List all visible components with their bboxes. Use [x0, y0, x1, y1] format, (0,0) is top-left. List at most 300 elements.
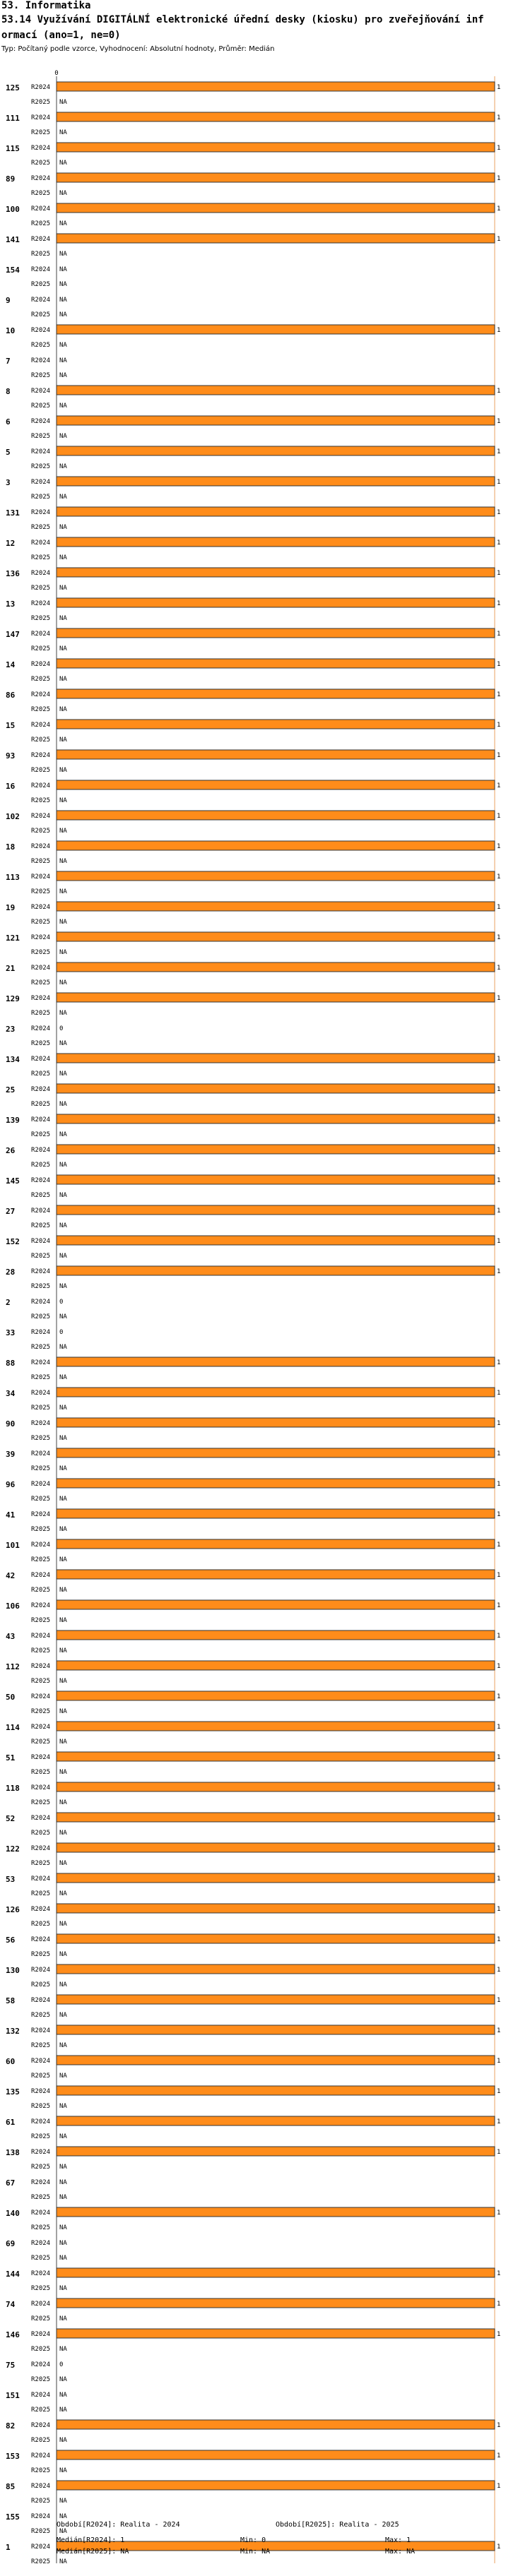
data-label: 1	[497, 2422, 501, 2429]
data-label: NA	[59, 2407, 67, 2414]
data-label: NA	[59, 281, 67, 288]
data-label: NA	[59, 1830, 67, 1837]
bar	[57, 1145, 495, 1154]
category-label: 134	[6, 1055, 20, 1064]
data-label: NA	[59, 99, 67, 106]
data-label: NA	[59, 1253, 67, 1260]
bar	[57, 2420, 495, 2429]
series-label: R2024	[31, 357, 51, 364]
data-label: NA	[59, 828, 67, 835]
data-label: 1	[497, 1450, 501, 1457]
data-label: 0	[59, 2361, 64, 2368]
category-label: 16	[6, 782, 16, 791]
series-label: R2025	[31, 2558, 51, 2565]
category-label: 52	[6, 1814, 16, 1823]
series-label: R2025	[31, 2467, 51, 2474]
bar	[57, 1205, 495, 1215]
bar	[57, 2147, 495, 2156]
data-label: NA	[59, 1647, 67, 1654]
series-label: R2024	[31, 2118, 51, 2125]
data-label: 1	[497, 1086, 501, 1093]
footer-min-r2025: Min: NA	[240, 2548, 271, 2556]
bar	[57, 720, 495, 729]
footer-median-r2024: Medián[R2024]: 1	[57, 2536, 125, 2544]
bar	[57, 1873, 495, 1883]
series-label: R2025	[31, 2528, 51, 2535]
series-label: R2024	[31, 873, 51, 881]
category-label: 60	[6, 2057, 16, 2066]
series-label: R2024	[31, 722, 51, 729]
data-label: NA	[59, 737, 67, 744]
category-label: 85	[6, 2482, 16, 2491]
series-label: R2025	[31, 1374, 51, 1381]
category-label: 18	[6, 842, 16, 852]
series-label: R2024	[31, 1208, 51, 1215]
series-label: R2024	[31, 1572, 51, 1579]
category-label: 100	[6, 205, 20, 214]
series-label: R2024	[31, 1967, 51, 1974]
bar	[57, 1175, 495, 1184]
category-label: 129	[6, 994, 20, 1003]
data-label: NA	[59, 1769, 67, 1776]
category-label: 101	[6, 1541, 20, 1550]
series-label: R2024	[31, 297, 51, 304]
data-label: NA	[59, 1405, 67, 1412]
series-label: R2024	[31, 570, 51, 577]
series-label: R2024	[31, 2210, 51, 2217]
data-label: NA	[59, 1162, 67, 1169]
bar	[57, 1570, 495, 1579]
data-label: NA	[59, 858, 67, 865]
data-label: NA	[59, 1101, 67, 1108]
data-label: 1	[497, 236, 501, 243]
data-label: 1	[497, 570, 501, 577]
series-label: R2025	[31, 1344, 51, 1351]
series-label: R2024	[31, 2027, 51, 2034]
bar	[57, 1509, 495, 1518]
category-label: 41	[6, 1510, 16, 1520]
category-label: 58	[6, 1996, 16, 2005]
series-label: R2025	[31, 129, 51, 136]
bar	[57, 1448, 495, 1457]
bar	[57, 2116, 495, 2125]
data-label: 1	[497, 2452, 501, 2459]
series-label: R2024	[31, 1724, 51, 1731]
axis-zero-label: 0	[54, 70, 59, 77]
data-label: NA	[59, 1222, 67, 1229]
series-label: R2025	[31, 1678, 51, 1685]
category-label: 89	[6, 174, 16, 184]
category-label: 114	[6, 1723, 20, 1732]
series-label: R2025	[31, 1253, 51, 1260]
data-label: 1	[497, 448, 501, 455]
data-label: NA	[59, 1890, 67, 1897]
data-label: 1	[497, 388, 501, 395]
data-label: NA	[59, 797, 67, 804]
footer-period-r2025: Období[R2025]: Realita - 2025	[276, 2521, 399, 2529]
series-label: R2025	[31, 919, 51, 926]
category-label: 126	[6, 1905, 20, 1914]
category-label: 102	[6, 812, 20, 821]
series-label: R2024	[31, 1602, 51, 1609]
series-label: R2024	[31, 934, 51, 941]
data-label: 1	[497, 2544, 501, 2551]
category-label: 145	[6, 1176, 20, 1186]
category-label: 125	[6, 83, 20, 93]
series-label: R2025	[31, 1860, 51, 1867]
data-label: 1	[497, 752, 501, 759]
series-label: R2025	[31, 858, 51, 865]
data-label: NA	[59, 2315, 67, 2322]
bar	[57, 2329, 495, 2338]
data-label: NA	[59, 706, 67, 713]
bar	[57, 1479, 495, 1488]
data-label: 1	[497, 1997, 501, 2004]
data-label: NA	[59, 585, 67, 592]
data-label: 1	[497, 205, 501, 213]
series-label: R2024	[31, 1299, 51, 1306]
series-label: R2025	[31, 1739, 51, 1746]
data-label: NA	[59, 311, 67, 318]
series-label: R2025	[31, 645, 51, 652]
series-label: R2024	[31, 1876, 51, 1883]
series-label: R2024	[31, 84, 51, 91]
data-label: 1	[497, 2270, 501, 2277]
data-label: NA	[59, 1860, 67, 1867]
data-label: 1	[497, 1602, 501, 1609]
data-label: 1	[497, 2210, 501, 2217]
series-label: R2025	[31, 888, 51, 895]
data-label: NA	[59, 1040, 67, 1047]
data-label: NA	[59, 1496, 67, 1503]
data-label: NA	[59, 1344, 67, 1351]
series-label: R2025	[31, 2224, 51, 2231]
data-label: 1	[497, 2483, 501, 2490]
category-label: 5	[6, 448, 11, 457]
category-label: 118	[6, 1784, 20, 1793]
series-label: R2025	[31, 676, 51, 683]
data-label: NA	[59, 342, 67, 349]
bar	[57, 173, 495, 182]
series-label: R2025	[31, 2255, 51, 2262]
category-label: 88	[6, 1359, 16, 1368]
series-label: R2025	[31, 1830, 51, 1837]
bar	[57, 1114, 495, 1123]
data-label: 1	[497, 1845, 501, 1852]
data-label: NA	[59, 2240, 67, 2247]
series-label: R2024	[31, 236, 51, 243]
series-label: R2025	[31, 402, 51, 410]
series-label: R2024	[31, 418, 51, 425]
bar	[57, 1357, 495, 1366]
data-label: NA	[59, 1587, 67, 1594]
series-label: R2024	[31, 2088, 51, 2095]
bar	[57, 932, 495, 941]
series-label: R2024	[31, 1116, 51, 1123]
series-label: R2024	[31, 2544, 51, 2551]
chart-title-line3: ormací (ano=1, ne=0)	[1, 30, 121, 41]
series-label: R2025	[31, 737, 51, 744]
category-label: 19	[6, 903, 16, 912]
data-label: 0	[59, 1329, 64, 1336]
category-label: 111	[6, 114, 20, 123]
category-label: 26	[6, 1146, 16, 1155]
data-label: NA	[59, 2103, 67, 2110]
series-label: R2025	[31, 220, 51, 227]
series-label: R2025	[31, 2407, 51, 2414]
category-label: 86	[6, 691, 16, 700]
footer-max-r2024: Max: 1	[385, 2536, 411, 2544]
category-label: 50	[6, 1693, 16, 1702]
series-label: R2025	[31, 1708, 51, 1715]
data-label: 0	[59, 1299, 64, 1306]
series-label: R2025	[31, 767, 51, 774]
data-label: 1	[497, 782, 501, 789]
bar	[57, 598, 495, 607]
category-label: 147	[6, 630, 20, 639]
series-label: R2024	[31, 1997, 51, 2004]
category-label: 113	[6, 873, 20, 882]
data-label: NA	[59, 1071, 67, 1078]
series-label: R2025	[31, 797, 51, 804]
series-label: R2025	[31, 1405, 51, 1412]
series-label: R2025	[31, 1769, 51, 1776]
category-label: 6	[6, 417, 11, 427]
series-label: R2024	[31, 965, 51, 972]
category-label: 115	[6, 144, 20, 153]
series-label: R2024	[31, 600, 51, 607]
bar	[57, 811, 495, 820]
series-label: R2024	[31, 205, 51, 213]
category-label: 130	[6, 1966, 20, 1975]
series-label: R2024	[31, 1147, 51, 1154]
data-label: 1	[497, 418, 501, 425]
bar	[57, 1388, 495, 1397]
data-label: NA	[59, 949, 67, 956]
series-label: R2024	[31, 1542, 51, 1549]
series-label: R2025	[31, 1040, 51, 1047]
category-label: 141	[6, 235, 20, 244]
category-label: 13	[6, 600, 16, 609]
series-label: R2024	[31, 813, 51, 820]
series-label: R2024	[31, 1936, 51, 1943]
series-label: R2024	[31, 2179, 51, 2186]
data-label: NA	[59, 2285, 67, 2292]
footer-max-r2025: Max: NA	[385, 2548, 416, 2556]
series-label: R2025	[31, 949, 51, 956]
series-label: R2025	[31, 2103, 51, 2110]
data-label: NA	[59, 554, 67, 561]
series-label: R2024	[31, 1177, 51, 1184]
data-label: 1	[497, 509, 501, 516]
bar	[57, 143, 495, 152]
bar	[57, 477, 495, 486]
bar	[57, 1934, 495, 1943]
category-label: 61	[6, 2118, 16, 2127]
data-label: NA	[59, 463, 67, 470]
series-label: R2024	[31, 782, 51, 789]
data-label: NA	[59, 372, 67, 379]
series-label: R2025	[31, 1496, 51, 1503]
data-label: NA	[59, 676, 67, 683]
series-label: R2025	[31, 2315, 51, 2322]
bar	[57, 203, 495, 213]
series-label: R2024	[31, 145, 51, 152]
bar	[57, 1813, 495, 1822]
bar	[57, 537, 495, 547]
category-label: 121	[6, 934, 20, 943]
bar	[57, 1539, 495, 1549]
series-label: R2025	[31, 372, 51, 379]
bar	[57, 1995, 495, 2004]
series-label: R2024	[31, 2149, 51, 2156]
category-label: 146	[6, 2330, 20, 2339]
footer-median-r2025: Medián[R2025]: NA	[57, 2548, 129, 2556]
data-label: NA	[59, 1131, 67, 1138]
series-label: R2025	[31, 2498, 51, 2505]
data-label: 1	[497, 661, 501, 668]
data-label: 1	[497, 631, 501, 638]
series-label: R2024	[31, 114, 51, 121]
bar	[57, 416, 495, 425]
bar	[57, 750, 495, 759]
data-label: NA	[59, 2012, 67, 2019]
data-label: 1	[497, 2027, 501, 2034]
series-label: R2025	[31, 2376, 51, 2383]
series-label: R2025	[31, 615, 51, 622]
series-label: R2025	[31, 706, 51, 713]
bar	[57, 1904, 495, 1913]
bar	[57, 2450, 495, 2459]
data-label: NA	[59, 190, 67, 197]
series-label: R2024	[31, 1815, 51, 1822]
data-label: NA	[59, 1617, 67, 1624]
series-label: R2025	[31, 342, 51, 349]
data-label: 1	[497, 600, 501, 607]
data-label: NA	[59, 160, 67, 167]
data-label: 1	[497, 1633, 501, 1640]
series-label: R2025	[31, 1526, 51, 1533]
category-label: 136	[6, 569, 20, 578]
bar	[57, 841, 495, 850]
data-label: NA	[59, 1283, 67, 1290]
series-label: R2024	[31, 2058, 51, 2065]
category-label: 12	[6, 539, 16, 548]
data-label: NA	[59, 1192, 67, 1199]
bar	[57, 1691, 495, 1700]
category-label: 152	[6, 1237, 20, 1246]
series-label: R2025	[31, 1010, 51, 1017]
bar	[57, 2268, 495, 2277]
data-label: 1	[497, 1724, 501, 1731]
bar	[57, 902, 495, 911]
data-label: NA	[59, 888, 67, 895]
series-label: R2024	[31, 995, 51, 1002]
data-label: NA	[59, 524, 67, 531]
category-label: 106	[6, 1602, 20, 1611]
data-label: 1	[497, 1542, 501, 1549]
series-label: R2025	[31, 2164, 51, 2171]
series-label: R2024	[31, 1056, 51, 1063]
series-label: R2024	[31, 1845, 51, 1852]
series-label: R2024	[31, 175, 51, 182]
category-label: 135	[6, 2087, 20, 2097]
bar	[57, 1054, 495, 1063]
category-label: 51	[6, 1753, 16, 1763]
data-label: NA	[59, 1739, 67, 1746]
data-label: 1	[497, 2118, 501, 2125]
category-label: 82	[6, 2421, 16, 2431]
data-label: 1	[497, 1876, 501, 1883]
category-label: 69	[6, 2239, 16, 2248]
category-label: 42	[6, 1571, 16, 1580]
series-label: R2024	[31, 479, 51, 486]
data-label: NA	[59, 2467, 67, 2474]
series-label: R2025	[31, 1283, 51, 1290]
bar	[57, 1418, 495, 1427]
data-label: NA	[59, 2224, 67, 2231]
bar	[57, 1661, 495, 1670]
series-label: R2024	[31, 509, 51, 516]
data-label: 1	[497, 1784, 501, 1791]
data-label: NA	[59, 2194, 67, 2201]
bar	[57, 780, 495, 789]
series-label: R2024	[31, 2301, 51, 2308]
data-label: NA	[59, 2179, 67, 2186]
series-label: R2024	[31, 1754, 51, 1761]
data-label: NA	[59, 2346, 67, 2353]
series-label: R2024	[31, 1238, 51, 1245]
data-label: 1	[497, 2058, 501, 2065]
series-label: R2024	[31, 1633, 51, 1640]
data-label: NA	[59, 1435, 67, 1442]
data-label: NA	[59, 2255, 67, 2262]
series-label: R2024	[31, 1329, 51, 1336]
data-label: NA	[59, 2392, 67, 2399]
data-label: NA	[59, 1708, 67, 1715]
series-label: R2024	[31, 1268, 51, 1275]
series-label: R2024	[31, 1511, 51, 1518]
series-label: R2024	[31, 661, 51, 668]
data-label: 1	[497, 1147, 501, 1154]
series-label: R2025	[31, 2073, 51, 2080]
data-label: NA	[59, 2164, 67, 2171]
series-label: R2025	[31, 2346, 51, 2353]
data-label: NA	[59, 297, 67, 304]
series-label: R2024	[31, 2270, 51, 2277]
data-label: NA	[59, 1374, 67, 1381]
series-label: R2025	[31, 828, 51, 835]
bar	[57, 962, 495, 972]
category-label: 93	[6, 751, 16, 761]
series-label: R2024	[31, 1420, 51, 1427]
data-label: 1	[497, 691, 501, 698]
data-label: NA	[59, 979, 67, 986]
series-label: R2025	[31, 2437, 51, 2444]
category-label: 74	[6, 2300, 16, 2309]
series-label: R2025	[31, 1981, 51, 1988]
bar	[57, 871, 495, 881]
category-label: 25	[6, 1085, 16, 1095]
category-label: 122	[6, 1844, 20, 1854]
bar	[57, 507, 495, 516]
category-label: 154	[6, 266, 20, 275]
data-label: NA	[59, 1921, 67, 1928]
series-label: R2025	[31, 1799, 51, 1806]
category-label: 3	[6, 478, 11, 487]
category-label: 144	[6, 2270, 20, 2279]
series-label: R2024	[31, 388, 51, 395]
